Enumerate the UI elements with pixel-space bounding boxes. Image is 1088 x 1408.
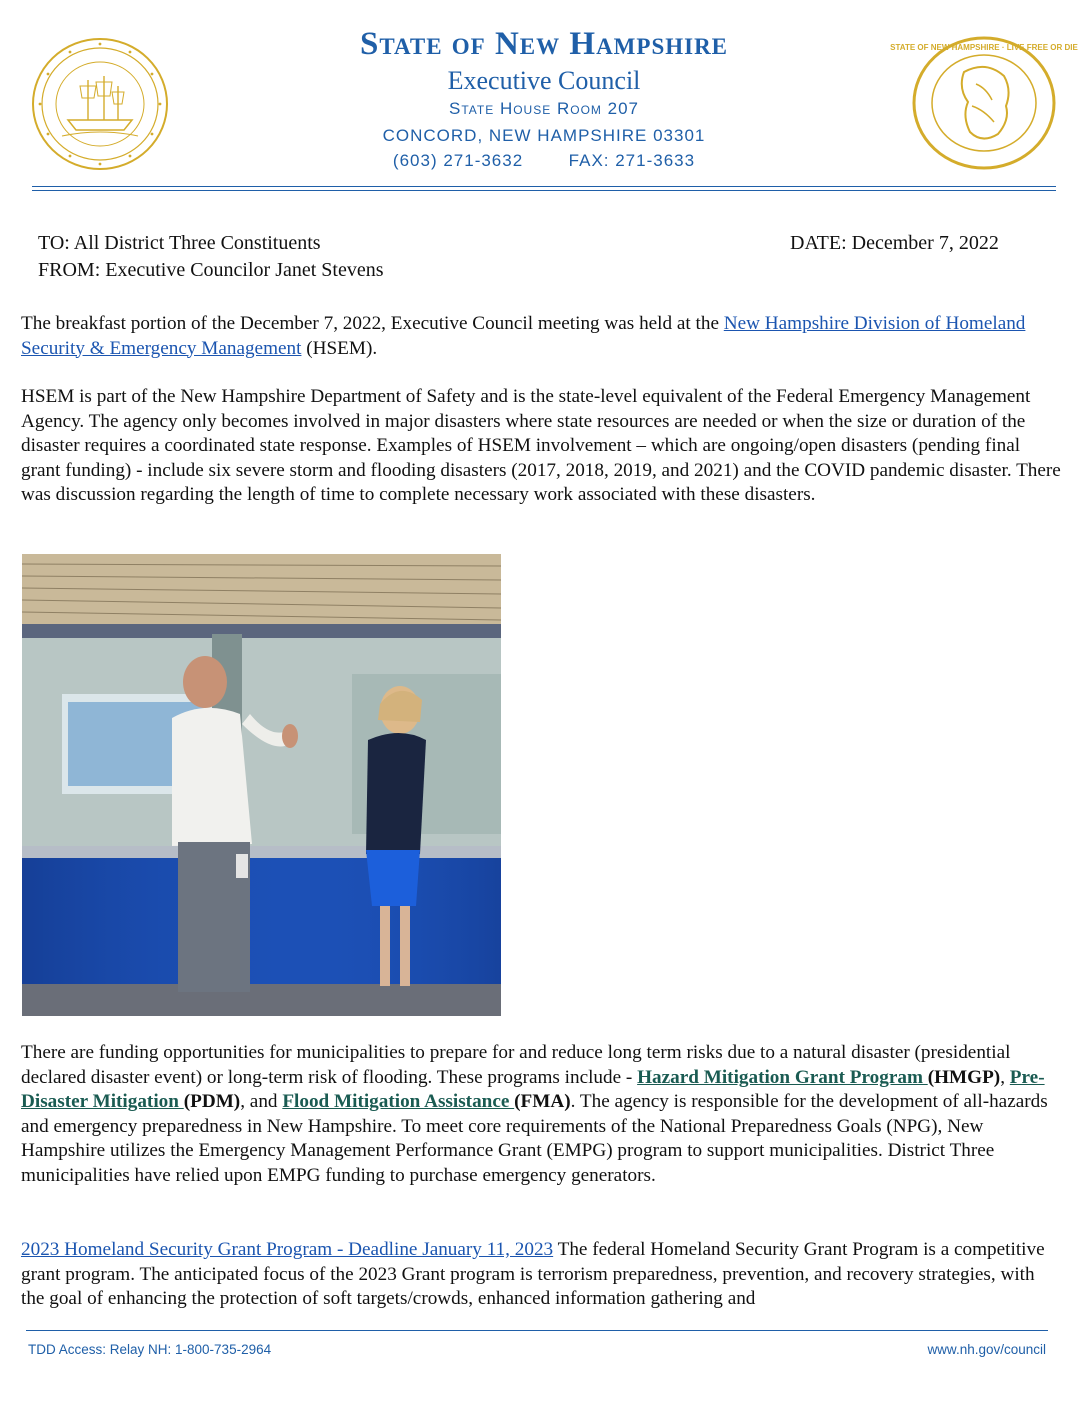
paragraph-text: The breakfast portion of the December 7, 2022, Executive Council meeting was held at the [21,313,724,334]
paragraph-text: (HSEM). [301,337,378,359]
seal-text: STATE OF NEW HAMPSHIRE · LIVE FREE OR DIE [890,43,1078,52]
memo-from: FROM: Executive Councilor Janet Stevens [38,259,384,281]
paragraph-hsem: HSEM is part of the New Hampshire Department of Safety and is the state-level equivalent of the Federal Emergency Management Agency. The agency only becomes involved in major disasters where state resources are needed or when the size or duration of the disaster requires a coordinated state response. Examples of HSEM involvement – which are ongoing/open disasters (pending final grant funding) - include six severe storm and flooding disasters (2017, 2018, 2019, and 2021) and the COVID pandemic disaster. There was discussion regarding the length of time to complete necessary work associated with these disasters. [21,386,1061,505]
fma-link[interactable]: Flood Mitigation Assistance [282,1091,515,1112]
header-rule-bottom [32,190,1056,191]
footer-website: www.nh.gov/council [927,1342,1046,1357]
meeting-photo [22,554,501,1016]
letterhead-city: CONCORD, NEW HAMPSHIRE 03301 [382,126,706,145]
footer-rule [26,1330,1048,1331]
paragraph-text: , [1000,1066,1010,1088]
grant-program-link[interactable]: 2023 Homeland Security Grant Program - Deadline January 11, 2023 [21,1239,554,1260]
paragraph-text: . The agency is responsible for the development of all-hazards and emergency preparedness in New Hampshire. To meet core requirements of the National Preparedness Goals (NPG), New Hampshire utilizes the Emergency Management Performance Grant (EMPG) program to support municipalities. District Three municipalities have relied upon EMPG funding to purchase emergency generators. [21,1091,1048,1186]
letterhead-council: Executive Council [447,66,641,95]
memo-to: TO: All District Three Constituents [38,232,321,254]
fma-abbr: (FMA) [514,1091,571,1112]
photo-image [22,554,501,1016]
footer-tdd: TDD Access: Relay NH: 1-800-735-2964 [28,1342,272,1357]
letterhead-phone: (603) 271-3632 [392,151,524,170]
paragraph-text: , and [240,1091,283,1112]
paragraph-funding [21,1041,1061,1188]
paragraph-text: The federal Homeland Security Grant Program is a competitive grant program. The anticipated focus of the 2023 Grant program is terrorism preparedness, prevention, and recovery strategies, with the goal of enhancing the protection of soft targets/crowds, enhanced information gathering and [21,1239,1045,1309]
hmgp-abbr: (HMGP) [927,1066,1001,1088]
letterhead-fax: FAX: 271-3633 [568,151,696,170]
pdm-abbr: (PDM) [183,1091,241,1112]
header-rule-top [32,186,1056,187]
memo-date: DATE: December 7, 2022 [790,232,999,254]
letterhead-room: State House Room 207 [449,99,639,118]
paragraph-text: There are funding opportunities for municipalities to prepare for and reduce long term risks due to a natural disaster (presidential declared disaster event) or long-term risk of flooding. These programs include - [21,1042,1011,1088]
hsem-link[interactable]: New Hampshire Division of Homeland Security & Emergency Management [21,313,1026,359]
letterhead-contact [0,151,1088,171]
paragraph-grant-program [21,1238,1061,1312]
pdm-link[interactable]: Pre-Disaster Mitigation [21,1066,1045,1112]
hmgp-link[interactable]: Hazard Mitigation Grant Program [637,1066,928,1088]
paragraph-breakfast [21,312,1061,361]
letterhead-state: State of New Hampshire [359,26,729,62]
